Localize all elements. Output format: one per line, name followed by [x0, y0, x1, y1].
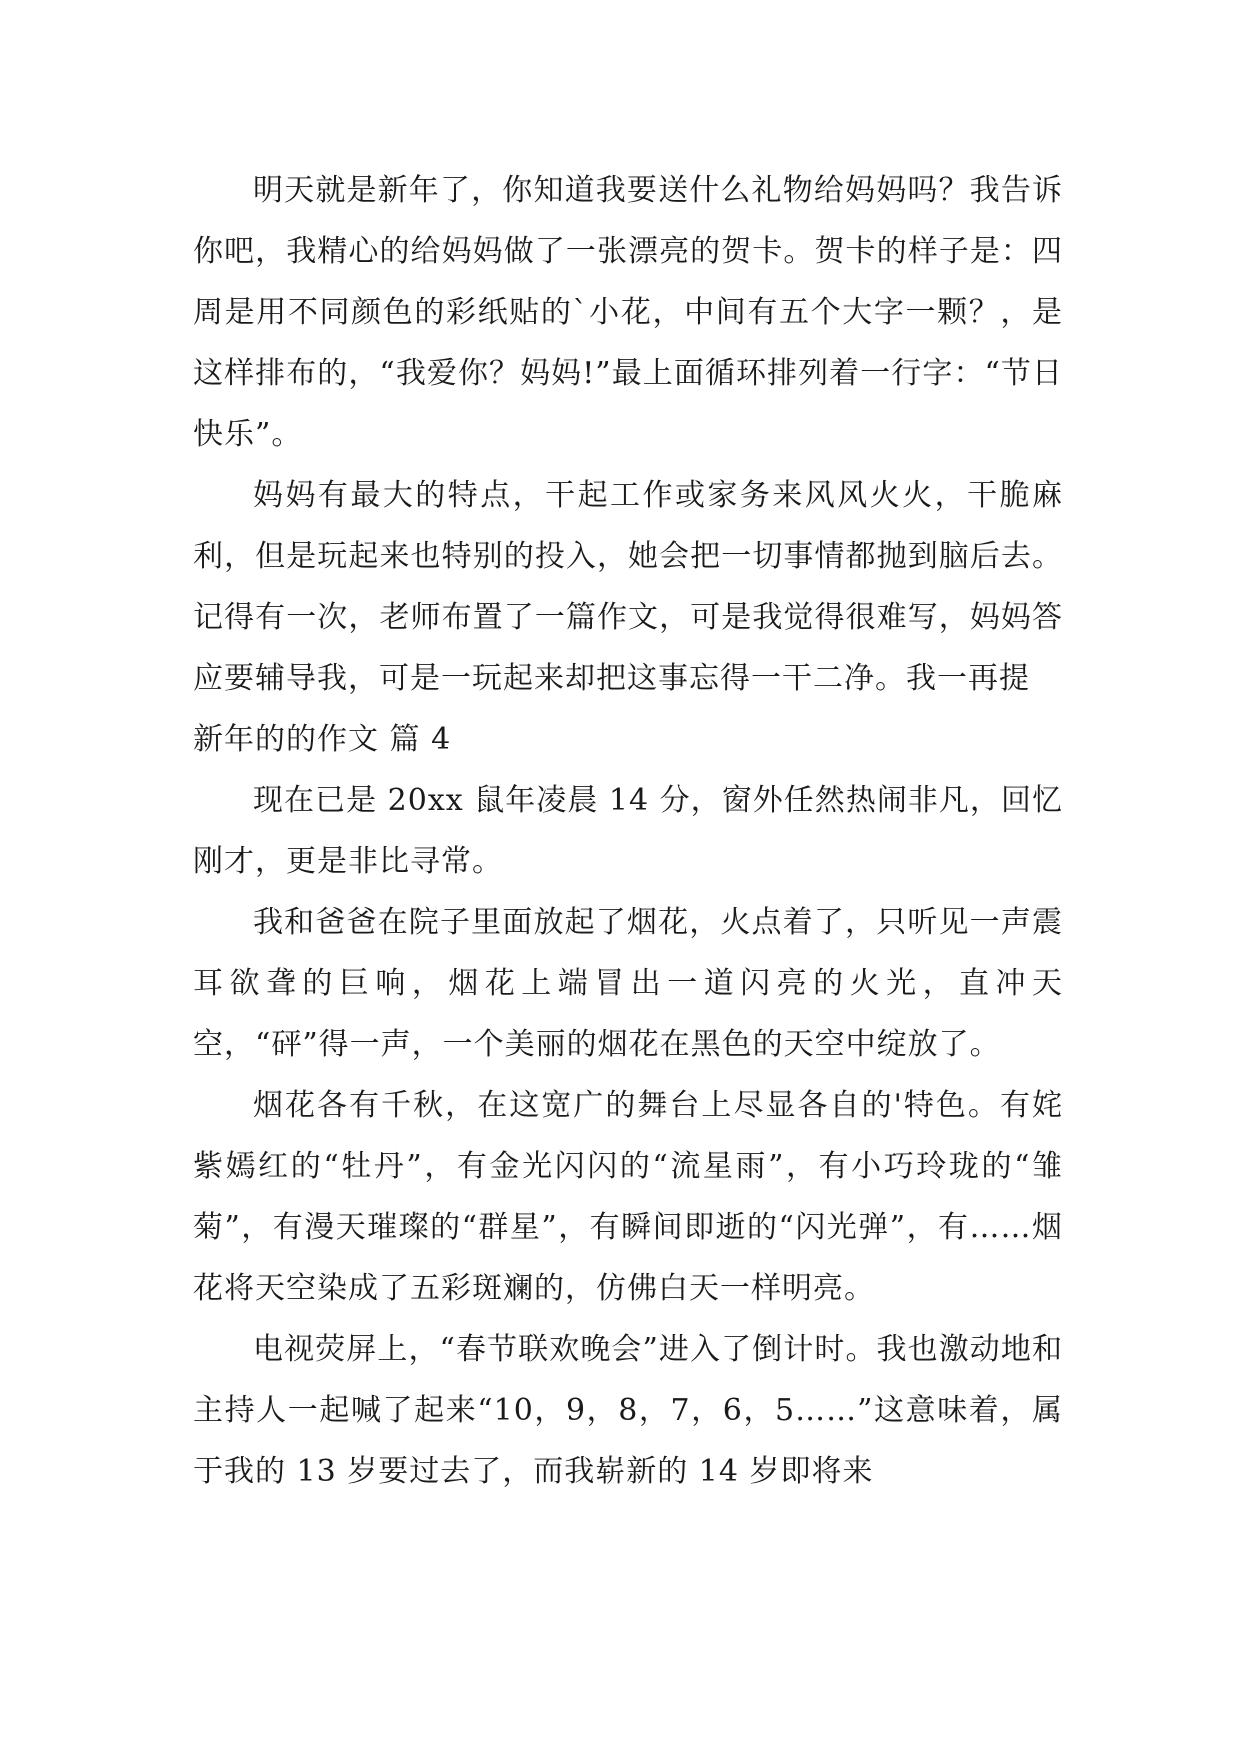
document-body	[193, 160, 1063, 1502]
paragraph-fireworks-launch: 我和爸爸在院子里面放起了烟花，火点着了，只听见一声震耳欲聋的巨响，烟花上端冒出一道闪亮的火光，直冲天空，“砰”得一声，一个美丽的烟花在黑色的天空中绽放了。	[193, 905, 1063, 1062]
section-heading: 新年的的作文 篇 4	[193, 722, 452, 757]
paragraph-new-year-gift: 明天就是新年了，你知道我要送什么礼物给妈妈吗？我告诉你吧，我精心的给妈妈做了一张漂亮的贺卡。贺卡的样子是：四周是用不同颜色的彩纸贴的`小花，中间有五个大字一颗？，是这样排布的，“我爱你？妈妈!”最上面循环排列着一行字：“节日快乐”。	[193, 173, 1063, 452]
paragraph-countdown: 电视荧屏上，“春节联欢晚会”进入了倒计时。我也激动地和主持人一起喊了起来“10，9，8，7，6，5……”这意味着，属于我的 13 岁要过去了，而我崭新的 14 岁即将来	[193, 1332, 1063, 1489]
paragraph-mother-trait: 妈妈有最大的特点，干起工作或家务来风风火火，干脆麻利，但是玩起来也特别的投入，她会把一切事情都抛到脑后去。记得有一次，老师布置了一篇作文，可是我觉得很难写，妈妈答应要辅导我，可是一玩起来却把这事忘得一干二净。我一再提	[193, 478, 1063, 696]
paragraph-fireworks-variety: 烟花各有千秋，在这宽广的舞台上尽显各自的'特色。有姹紫嫣红的“牡丹”，有金光闪闪的“流星雨”，有小巧玲珑的“雏菊”，有漫天璀璨的“群星”，有瞬间即逝的“闪光弹”，有……烟花将天空染成了五彩斑斓的，仿佛白天一样明亮。	[193, 1088, 1063, 1306]
paragraph-midnight: 现在已是 20xx 鼠年凌晨 14 分，窗外任然热闹非凡，回忆刚才，更是非比寻常。	[193, 783, 1063, 879]
